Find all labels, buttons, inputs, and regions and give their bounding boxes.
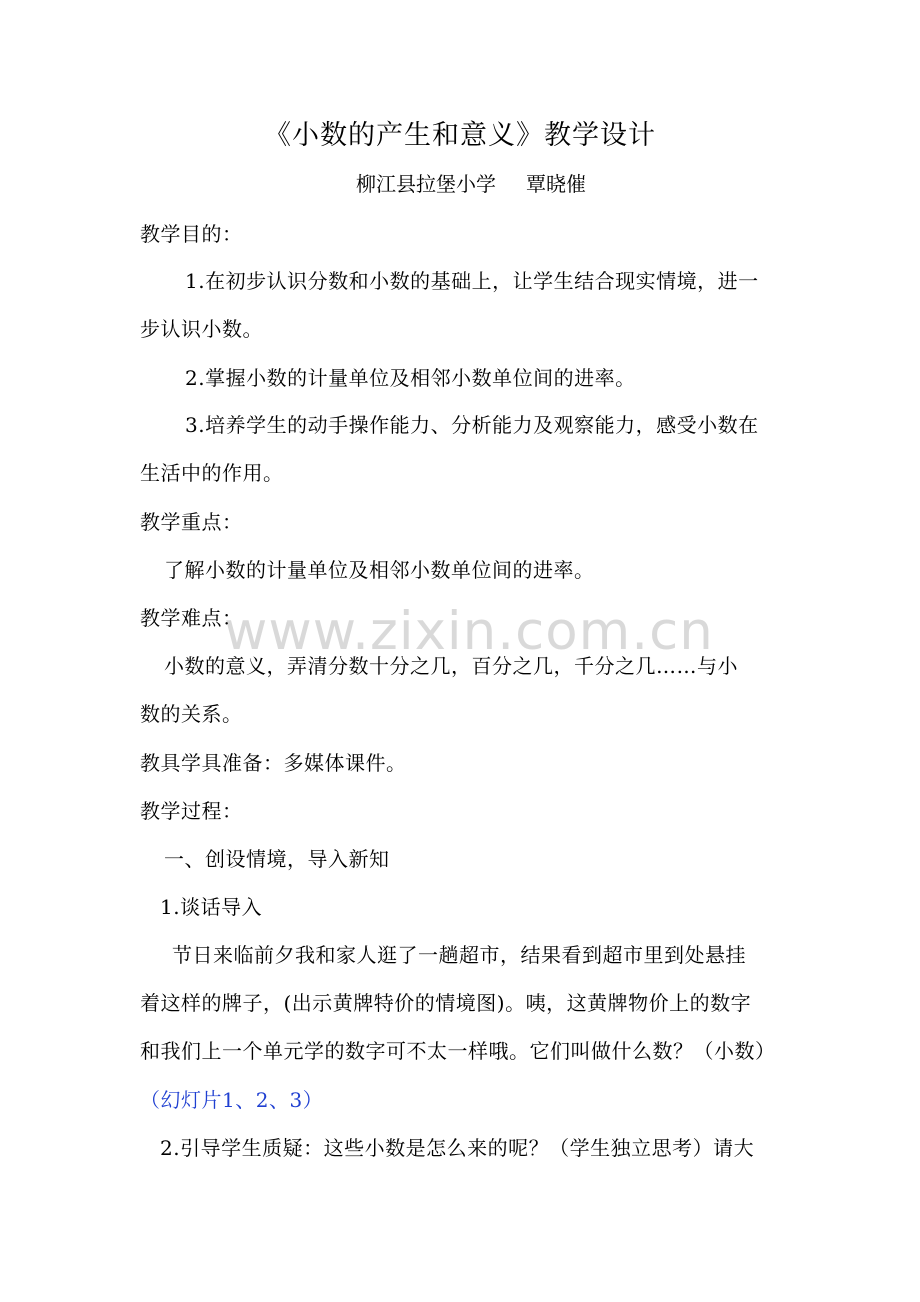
section-heading-process: 教学过程： <box>140 799 243 823</box>
slide-reference: （幻灯片1、2、3） <box>140 1088 324 1112</box>
difficulties-line-2: 数的关系。 <box>140 702 243 726</box>
objective-3-line-2: 生活中的作用。 <box>140 461 284 485</box>
document-title: 《小数的产生和意义》教学设计 <box>264 120 656 151</box>
difficulties-line-1: 小数的意义，弄清分数十分之几，百分之几，千分之几……与小 <box>164 654 738 678</box>
process-substep-2: 2.引导学生质疑：这些小数是怎么来的呢？（学生独立思考）请大 <box>160 1136 755 1160</box>
section-heading-key-points: 教学重点： <box>140 510 243 534</box>
objective-3-line-1: 3.培养学生的动手操作能力、分析能力及观察能力，感受小数在 <box>185 413 759 437</box>
author-line <box>0 170 920 198</box>
section-heading-difficulties: 教学难点： <box>140 606 243 630</box>
author-school: 柳江县拉堡小学 <box>356 172 496 196</box>
key-points-text: 了解小数的计量单位及相邻小数单位间的进率。 <box>164 558 595 582</box>
objective-1-line-1: 1.在初步认识分数和小数的基础上，让学生结合现实情境，进一 <box>185 269 759 293</box>
author-name: 覃晓催 <box>526 172 586 196</box>
narrative-line-2: 着这样的牌子，(出示黄牌特价的情境图)。咦，这黄牌物价上的数字 <box>140 991 752 1015</box>
narrative-line-1: 节日来临前夕我和家人逛了一趟超市，结果看到超市里到处悬挂 <box>172 943 746 967</box>
process-step-1-heading: 一、创设情境，导入新知 <box>164 847 390 871</box>
watermark-text: www.zixin.com.cn <box>224 601 714 662</box>
process-substep-1: 1.谈话导入 <box>160 895 263 919</box>
objective-1-line-2: 步认识小数。 <box>140 317 263 341</box>
teaching-aids: 教具学具准备：多媒体课件。 <box>140 751 407 775</box>
narrative-line-3: 和我们上一个单元学的数字可不太一样哦。它们叫做什么数？（小数） <box>140 1039 776 1063</box>
objective-2: 2.掌握小数的计量单位及相邻小数单位间的进率。 <box>185 366 636 390</box>
section-heading-objectives: 教学目的： <box>140 222 243 246</box>
